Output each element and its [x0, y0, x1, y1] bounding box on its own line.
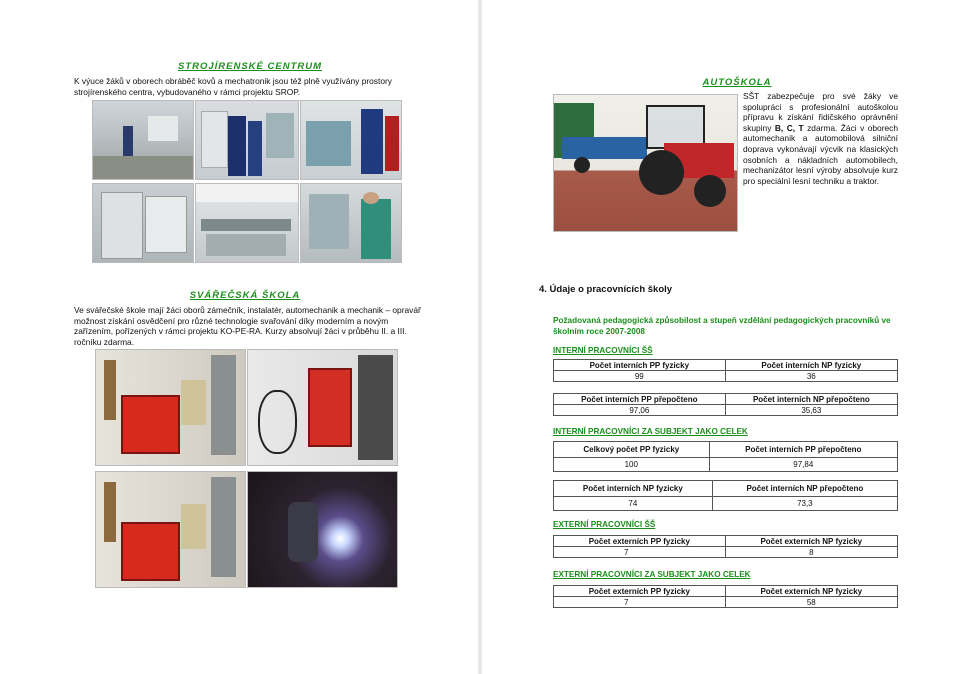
svarecska-title: SVÁŘEČSKÁ ŠKOLA: [189, 290, 301, 301]
autoskola-title: AUTOŠKOLA: [702, 77, 772, 88]
autoskola-text-bold: B, C, T: [774, 122, 804, 133]
table-header-cell: Celkový počet PP fyzicky: [554, 442, 710, 458]
strojirenske-title: STROJÍRENSKÉ CENTRUM: [177, 61, 323, 72]
table-interni-fyzicky: [553, 359, 898, 382]
workshop-photo-3: [300, 100, 402, 180]
workshop-photo-1: [92, 100, 194, 180]
workshop-photo-4: [92, 183, 194, 263]
section-title-interni-ss: INTERNÍ PRACOVNÍCI ŠŠ: [553, 346, 653, 355]
table-value-cell: 97,06: [554, 405, 726, 416]
staff-subheading: Požadovaná pedagogická způsobilost a stupeň vzdělání pedagogických pracovníků ve školním roce 2007-2008: [553, 316, 891, 336]
welding-photo-3: [95, 471, 246, 588]
welding-photo-4: [247, 471, 398, 588]
section-title-externi-celek: EXTERNÍ PRACOVNÍCI ZA SUBJEKT JAKO CELEK: [553, 570, 751, 579]
section-title-externi-ss: EXTERNÍ PRACOVNÍCI ŠŠ: [553, 520, 656, 529]
workshop-photo-5: [195, 183, 299, 263]
table-header-cell: Počet externích PP fyzicky: [554, 536, 726, 547]
staff-heading: 4. Údaje o pracovnících školy: [539, 284, 673, 295]
table-header-cell: Počet interních NP fyzicky: [725, 360, 897, 371]
strojirenske-text: K výuce žáků v oborech obráběč kovů a mechatronik jsou též plně využívány prostory strojírenského centra, vybudovaného v rámci projektu SROP.: [74, 76, 392, 97]
table-header-cell: Počet externích NP fyzicky: [725, 586, 897, 597]
table-header-cell: Počet externích PP fyzicky: [554, 586, 726, 597]
table-header-cell: Počet interních PP fyzicky: [554, 360, 726, 371]
table-interni-celek-pp: [553, 441, 898, 472]
table-header-cell: Počet interních NP přepočteno: [712, 481, 897, 497]
table-value-cell: 74: [554, 497, 713, 511]
table-header-cell: Počet interních NP přepočteno: [725, 394, 897, 405]
table-header-cell: Počet externích NP fyzicky: [725, 536, 897, 547]
table-header-cell: Počet interních PP přepočteno: [554, 394, 726, 405]
welding-photo-1: [95, 349, 246, 466]
table-value-cell: 58: [725, 597, 897, 608]
workshop-photo-2: [195, 100, 299, 180]
left-page: [0, 0, 478, 674]
autoskola-text-part-2: zdarma. Žáci v oborech automechanik a automobilová silniční doprava vykonávají výcvik na klasických osobních a nákladních automobilech, mechanizátor lesní výroby absolvuje kurz pro speciální lesní techniku a traktor.: [743, 122, 898, 186]
autoskola-text-part-1: SŠT zabezpečuje pro své žáky ve spolupráci s profesionální autoškolou přípravu k získání řidičského oprávnění skupiny: [743, 91, 898, 133]
right-page: [482, 0, 960, 674]
table-value-cell: 36: [725, 371, 897, 382]
table-value-cell: 73,3: [712, 497, 897, 511]
table-externi-celek: [553, 585, 898, 608]
welding-photo-2: [247, 349, 398, 466]
table-header-cell: Počet interních NP fyzicky: [554, 481, 713, 497]
table-interni-prepocteno: [553, 393, 898, 416]
table-value-cell: 97,84: [709, 458, 897, 472]
table-interni-celek-np: [553, 480, 898, 511]
table-value-cell: 99: [554, 371, 726, 382]
svarecska-text: Ve svářečské škole mají žáci oborů zámečník, instalatér, automechanik a mechanik – opravář možnost získání osvědčení pro různé technologie svařování díky moderním a novým zařízením, pořízených v rámci projektu KO-PE-RA. Kurzy absolvují žáci v průběhu II. a III. ročníku zdarma.: [74, 305, 421, 347]
autoskola-text: [743, 91, 898, 186]
table-value-cell: 7: [554, 597, 726, 608]
table-value-cell: 8: [725, 547, 897, 558]
section-title-interni-celek: INTERNÍ PRACOVNÍCI ZA SUBJEKT JAKO CELEK: [553, 427, 748, 436]
workshop-photo-6: [300, 183, 402, 263]
tractor-photo: [553, 94, 738, 232]
table-externi-ss: [553, 535, 898, 558]
table-value-cell: 35,63: [725, 405, 897, 416]
table-value-cell: 100: [554, 458, 710, 472]
table-value-cell: 7: [554, 547, 726, 558]
table-header-cell: Počet interních PP přepočteno: [709, 442, 897, 458]
